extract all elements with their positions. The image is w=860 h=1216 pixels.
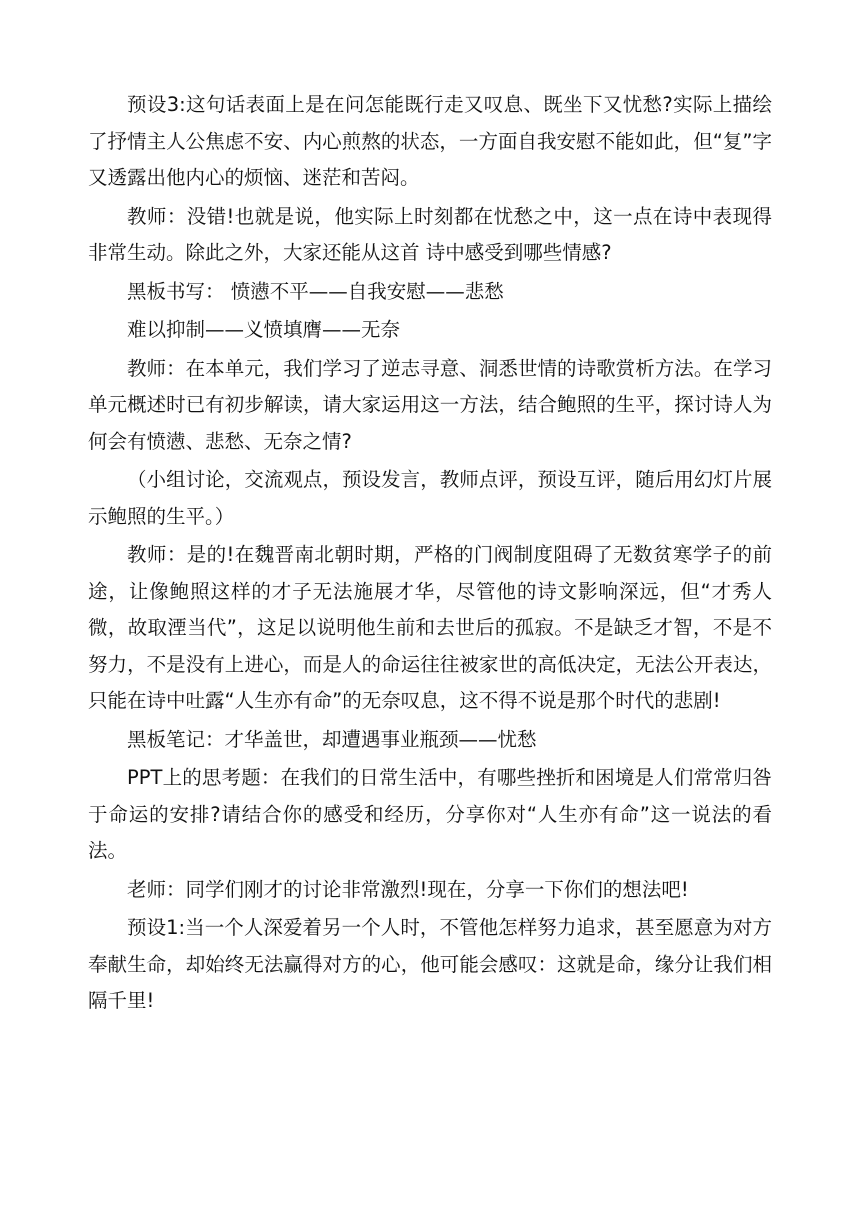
document-body <box>88 87 772 1022</box>
paragraph-blackboard-writing-2: 难以抑制——义愤填膺——无奈 <box>127 318 401 341</box>
paragraph-teacher-explanation: 教师：是的!在魏晋南北朝时期，严格的门阀制度阻碍了无数贫寒学子的前途，让像鲍照这样的才子无法施展才华，尽管他的诗文影响深远，但“才秀人微，故取湮当代”，这足以说明他生前和去世后的孤寂。不是缺乏才智，不是不努力，不是没有上进心，而是人的命运往往被家世的高低决定，无法公开表达，只能在诗中吐露“人生亦有命”的无奈叹息，这不得不说是那个时代的悲剧! <box>88 543 772 712</box>
paragraph-preset-3: 预设3:这句话表面上是在问怎能既行走又叹息、既坐下又忧愁?实际上描绘了抒情主人公焦虑不安、内心煎熬的状态，一方面自我安慰不能如此，但“复”字又透露出他内心的烦恼、迷茫和苦闷。 <box>88 93 772 189</box>
paragraph-preset-1: 预设1:当一个人深爱着另一个人时，不管他怎样努力追求，甚至愿意为对方奉献生命，却始终无法赢得对方的心，他可能会感叹：这就是命，缘分让我们相隔千里! <box>88 916 772 1012</box>
paragraph-group-discussion: （小组讨论，交流观点，预设发言，教师点评，预设互评，随后用幻灯片展示鲍照的生平。） <box>88 468 772 528</box>
paragraph-blackboard-writing: 黑板书写： 愤懑不平——自我安慰——悲愁 <box>127 279 504 303</box>
paragraph-teacher-method: 教师：在本单元，我们学习了逆志寻意、洞悉世情的诗歌赏析方法。在学习单元概述时已有初步解读，请大家运用这一方法，结合鲍照的生平，探讨诗人为何会有愤懑、悲愁、无奈之情? <box>88 356 772 453</box>
paragraph-ppt-question: PPT上的思考题：在我们的日常生活中，有哪些挫折和困境是人们常常归咎于命运的安排?请结合你的感受和经历，分享你对“人生亦有命”这一说法的看法。 <box>88 766 772 862</box>
paragraph-teacher-invite: 老师：同学们刚才的讨论非常激烈!现在，分享一下你们的想法吧! <box>127 877 689 901</box>
paragraph-blackboard-notes: 黑板笔记：才华盖世，却遭遇事业瓶颈——忧愁 <box>127 727 537 751</box>
paragraph-teacher-question: 教师：没错!也就是说，他实际上时刻都在忧愁之中，这一点在诗中表现得非常生动。除此之外，大家还能从这首 诗中感受到哪些情感? <box>88 204 772 264</box>
